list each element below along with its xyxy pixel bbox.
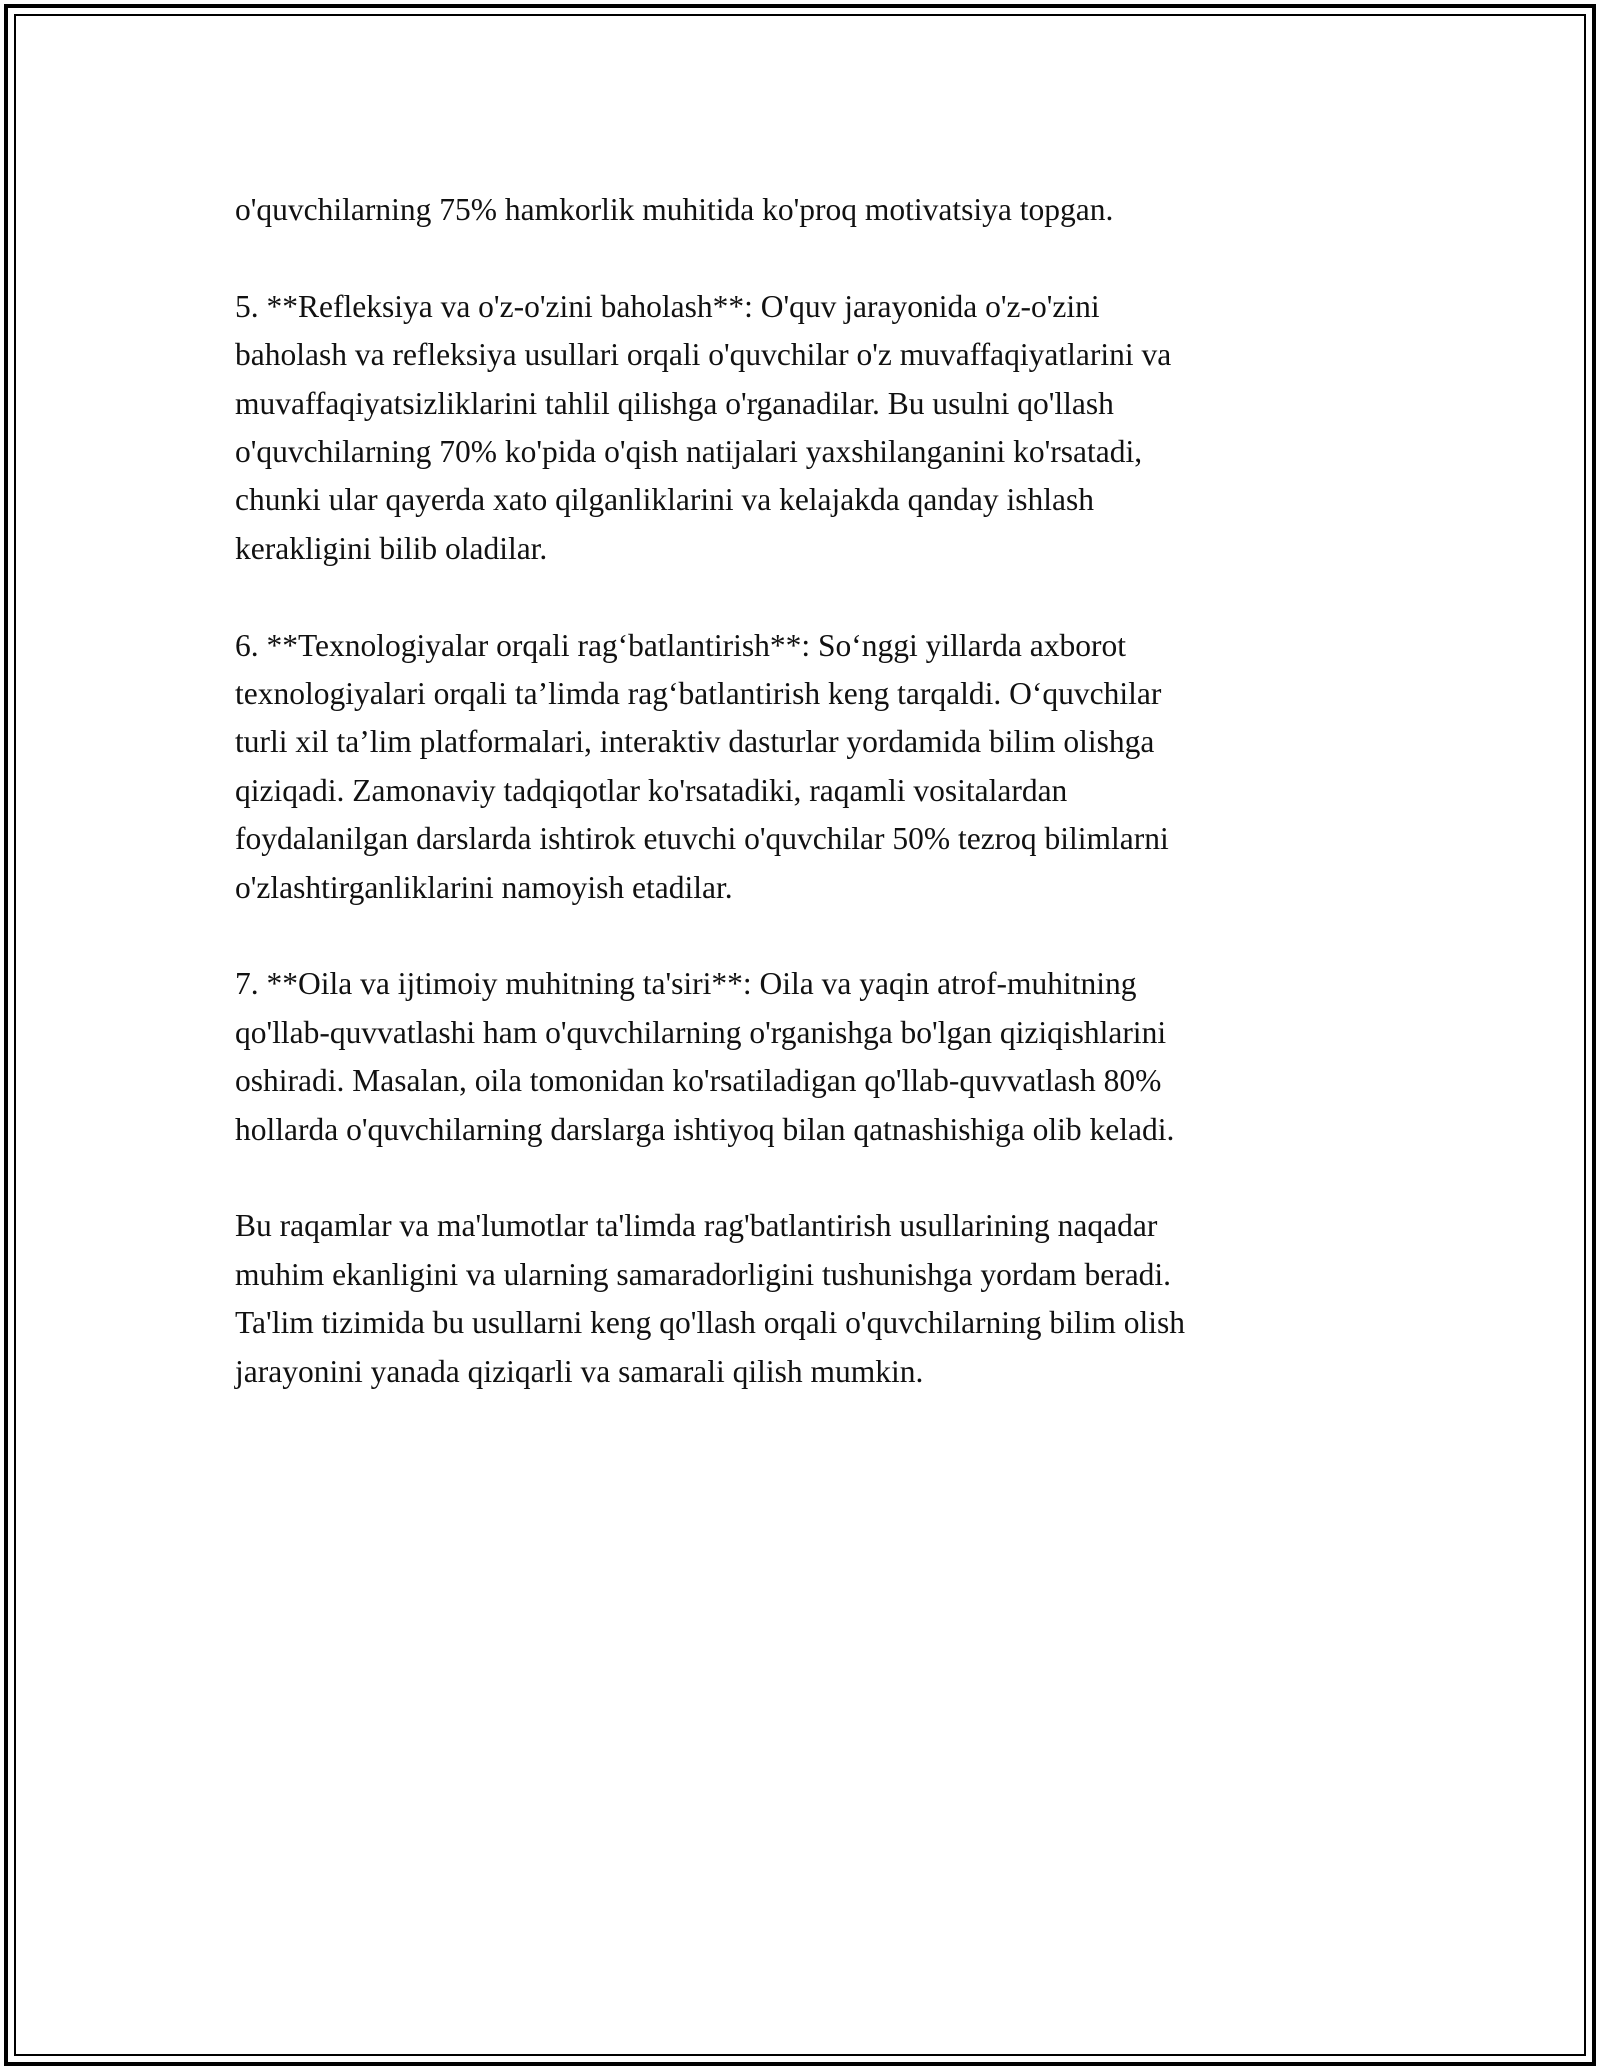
text-line: jarayonini yanada qiziqarli va samarali qilish mumkin.: [235, 1353, 924, 1389]
text-line: muvaffaqiyatsizliklarini tahlil qilishga o'rganadilar. Bu usulni qo'llash: [235, 385, 1114, 421]
text-line: hollarda o'quvchilarning darslarga ishtiyoq bilan qatnashishiga olib keladi.: [235, 1111, 1175, 1147]
paragraph-item-5: [235, 283, 1365, 573]
text-line: qiziqadi. Zamonaviy tadqiqotlar ko'rsatadiki, raqamli vositalardan: [235, 772, 1068, 808]
paragraph-conclusion: [235, 1202, 1365, 1396]
text-line: oshiradi. Masalan, oila tomonidan ko'rsatiladigan qo'llab-quvvatlash 80%: [235, 1063, 1162, 1099]
text-line: turli xil ta’lim platformalari, interaktiv dasturlar yordamida bilim olishga: [235, 724, 1155, 760]
text-line: muhim ekanligini va ularning samaradorligini tushunishga yordam beradi.: [235, 1256, 1172, 1292]
text-line: o'quvchilarning 75% hamkorlik muhitida ko'proq motivatsiya topgan.: [235, 192, 1114, 227]
paragraph-continuation: [235, 186, 1365, 234]
document-body: [235, 186, 1365, 1444]
text-line: 5. **Refleksiya va o'z-o'zini baholash**: O'quv jarayonida o'z-o'zini: [235, 288, 1100, 324]
text-line: Ta'lim tizimida bu usullarni keng qo'llash orqali o'quvchilarning bilim olish: [235, 1305, 1186, 1341]
text-line: kerakligini bilib oladilar.: [235, 530, 548, 566]
text-line: o'zlashtirganliklarini namoyish etadilar.: [235, 869, 733, 905]
text-line: o'quvchilarning 70% ko'pida o'qish natijalari yaxshilanganini ko'rsatadi,: [235, 434, 1143, 470]
text-line: chunki ular qayerda xato qilganliklarini va kelajakda qanday ishlash: [235, 482, 1094, 518]
text-line: 7. **Oila va ijtimoiy muhitning ta'siri**: Oila va yaqin atrof-muhitning: [235, 966, 1137, 1002]
paragraph-item-6: [235, 622, 1365, 912]
text-line: texnologiyalari orqali ta’limda rag‘batlantirish keng tarqaldi. O‘quvchilar: [235, 676, 1162, 712]
text-line: 6. **Texnologiyalar orqali rag‘batlantirish**: So‘nggi yillarda axborot: [235, 627, 1126, 663]
paragraph-item-7: [235, 960, 1365, 1154]
text-line: foydalanilgan darslarda ishtirok etuvchi o'quvchilar 50% tezroq bilimlarni: [235, 821, 1169, 857]
text-line: qo'llab-quvvatlashi ham o'quvchilarning o'rganishga bo'lgan qiziqishlarini: [235, 1014, 1167, 1050]
text-line: baholash va refleksiya usullari orqali o'quvchilar o'z muvaffaqiyatlarini va: [235, 337, 1172, 373]
text-line: Bu raqamlar va ma'lumotlar ta'limda rag'batlantirish usullarining naqadar: [235, 1208, 1158, 1244]
